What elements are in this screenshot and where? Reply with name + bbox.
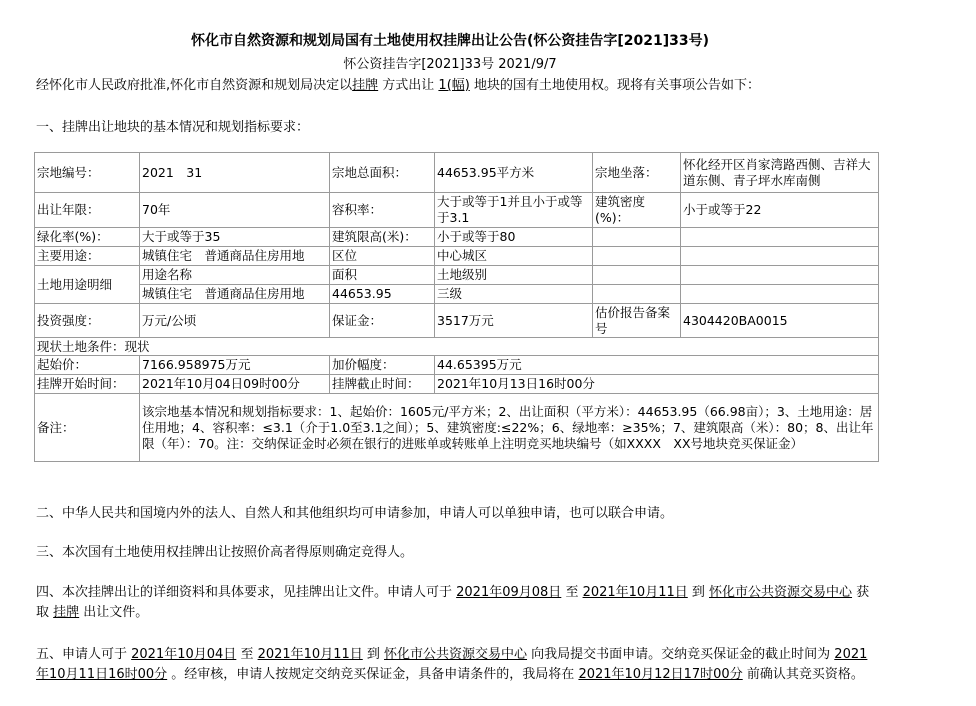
- cell-empty: [593, 247, 681, 266]
- intro-text-3: 地块的国有土地使用权。现将有关事项公告如下：: [469, 78, 760, 93]
- cell-empty: [681, 247, 879, 266]
- cell-empty: [681, 285, 879, 304]
- section-5-date-end: 2021年10月11日: [257, 647, 363, 662]
- cell-label: 建筑密度(%)：: [593, 193, 681, 228]
- section-4-date-end: 2021年10月11日: [582, 585, 688, 600]
- cell-label: 投资强度：: [35, 304, 140, 338]
- cell-label: 加价幅度：: [330, 356, 435, 375]
- cell-label: 区位: [330, 247, 435, 266]
- cell-label: 主要用途：: [35, 247, 140, 266]
- section-5-text: 至: [236, 647, 258, 662]
- cell-value: 7166.958975万元: [140, 356, 330, 375]
- cell-value: 怀化经开区肖家湾路西侧、吉祥大道东侧、青子坪水库南侧: [681, 153, 879, 193]
- cell-value: 城镇住宅 普通商品住房用地: [140, 247, 330, 266]
- section-3-paragraph: 三、本次国有土地使用权挂牌出让按照价高者得原则确定竞得人。: [36, 545, 414, 560]
- section-4-date-start: 2021年09月08日: [456, 585, 562, 600]
- announcement-number-date: 怀公资挂告字[2021]33号 2021/9/7: [343, 57, 557, 72]
- cell-label: 保证金：: [330, 304, 435, 338]
- cell-value: 4304420BA0015: [681, 304, 879, 338]
- cell-label: 容积率：: [330, 193, 435, 228]
- table-row: [35, 338, 879, 356]
- cell-value: 70年: [140, 193, 330, 228]
- section-5-paragraph: [36, 645, 876, 685]
- cell-value: 大于或等于35: [140, 228, 330, 247]
- table-row: [35, 356, 879, 375]
- cell-header: 土地级别: [435, 266, 593, 285]
- cell-label: 宗地坐落：: [593, 153, 681, 193]
- section-4-paragraph: [36, 583, 876, 623]
- cell-label: 起始价：: [35, 356, 140, 375]
- cell-value: 2021年10月13日16时00分: [435, 375, 879, 394]
- section-5-text: 到: [362, 647, 385, 662]
- table-row: [35, 394, 879, 462]
- table-row: [35, 247, 879, 266]
- table-row: [35, 285, 879, 304]
- intro-paragraph: [36, 74, 760, 93]
- intro-text-2: 方式出让: [378, 78, 439, 93]
- cell-value: 44.65395万元: [435, 356, 879, 375]
- table-row: [35, 375, 879, 394]
- cell-value: 中心城区: [435, 247, 593, 266]
- table-row: [35, 193, 879, 228]
- section-4-text: 到: [687, 585, 710, 600]
- cell-value: 2021 31: [140, 153, 330, 193]
- cell-value: 三级: [435, 285, 593, 304]
- section-5-text: 。经审核，申请人按规定交纳竞买保证金，具备申请条件的，我局将在: [167, 667, 579, 682]
- cell-label: 估价报告备案号: [593, 304, 681, 338]
- cell-value: 3517万元: [435, 304, 593, 338]
- cell-label: 挂牌开始时间：: [35, 375, 140, 394]
- table-row: [35, 304, 879, 338]
- table-row: [35, 228, 879, 247]
- cell-value: 2021年10月04日09时00分: [140, 375, 330, 394]
- section-4-place: 怀化市公共资源交易中心: [709, 585, 853, 600]
- cell-label: 土地用途明细: [35, 266, 140, 304]
- section-2-paragraph: 二、中华人民共和国境内外的法人、自然人和其他组织均可申请参加，申请人可以单独申请，也可以联合申请。: [36, 506, 674, 521]
- section-4-method: 挂牌: [53, 605, 80, 620]
- section-5-text: 五、申请人可于: [36, 647, 132, 662]
- cell-remark: 该宗地基本情况和规划指标要求：1、起始价：1605元/平方米；2、出让面积（平方米）：44653.95（66.98亩）；3、土地用途：居住用地；4、容积率：≤3.1（介于1.0至3.1之间）；5、建筑密度:≤22%；6、绿地率：≥35%；7、建筑限高（米）：80；8、出让年限（年）：70。注：交纳保证金时必须在银行的进账单或转账单上注明竞买地块编号（如XXXX XX号地块竞买保证金）: [140, 394, 879, 462]
- section-5-text: 向我局提交书面申请。交纳竞买保证金的截止时间为: [527, 647, 835, 662]
- cell-value: 城镇住宅 普通商品住房用地: [140, 285, 330, 304]
- section-4-text: 至: [561, 585, 583, 600]
- cell-condition: 现状土地条件：现状: [35, 338, 879, 356]
- intro-count: 1(幅): [438, 78, 470, 93]
- cell-label: 宗地总面积：: [330, 153, 435, 193]
- cell-value: 小于或等于80: [435, 228, 593, 247]
- page-title: 怀化市自然资源和规划局国有土地使用权挂牌出让公告(怀公资挂告字[2021]33号): [190, 33, 710, 49]
- intro-method: 挂牌: [352, 78, 379, 93]
- cell-value: 大于或等于1并且小于或等于3.1: [435, 193, 593, 228]
- cell-value: 44653.95平方米: [435, 153, 593, 193]
- cell-value: 小于或等于22: [681, 193, 879, 228]
- cell-label: 备注：: [35, 394, 140, 462]
- cell-label: 宗地编号：: [35, 153, 140, 193]
- intro-text-1: 经怀化市人民政府批准,怀化市自然资源和规划局决定以: [36, 78, 353, 93]
- cell-label: 建筑限高(米)：: [330, 228, 435, 247]
- section-5-date-start: 2021年10月04日: [131, 647, 237, 662]
- section-5-deposit-deadline: 2021年10月11日16时00分: [36, 647, 868, 682]
- cell-empty: [593, 228, 681, 247]
- section-1-heading: 一、挂牌出让地块的基本情况和规划指标要求：: [36, 120, 310, 135]
- section-5-confirm-deadline: 2021年10月12日17时00分: [578, 667, 743, 682]
- cell-empty: [593, 266, 681, 285]
- table-row: [35, 266, 879, 285]
- cell-label: 绿化率(%)：: [35, 228, 140, 247]
- parcel-info-table: [34, 152, 879, 462]
- section-4-text: 四、本次挂牌出让的详细资料和具体要求，见挂牌出让文件。申请人可于: [36, 585, 457, 600]
- section-5-place: 怀化市公共资源交易中心: [384, 647, 528, 662]
- section-4-text: 出让文件。: [79, 605, 149, 620]
- cell-empty: [593, 285, 681, 304]
- cell-empty: [681, 266, 879, 285]
- cell-label: 出让年限：: [35, 193, 140, 228]
- cell-value: 万元/公顷: [140, 304, 330, 338]
- section-4-text: 获取: [36, 585, 870, 620]
- section-5-text: 前确认其竞买资格。: [742, 667, 864, 682]
- cell-header: 面积: [330, 266, 435, 285]
- table-row: [35, 153, 879, 193]
- cell-header: 用途名称: [140, 266, 330, 285]
- cell-value: 44653.95: [330, 285, 435, 304]
- cell-empty: [681, 228, 879, 247]
- cell-label: 挂牌截止时间：: [330, 375, 435, 394]
